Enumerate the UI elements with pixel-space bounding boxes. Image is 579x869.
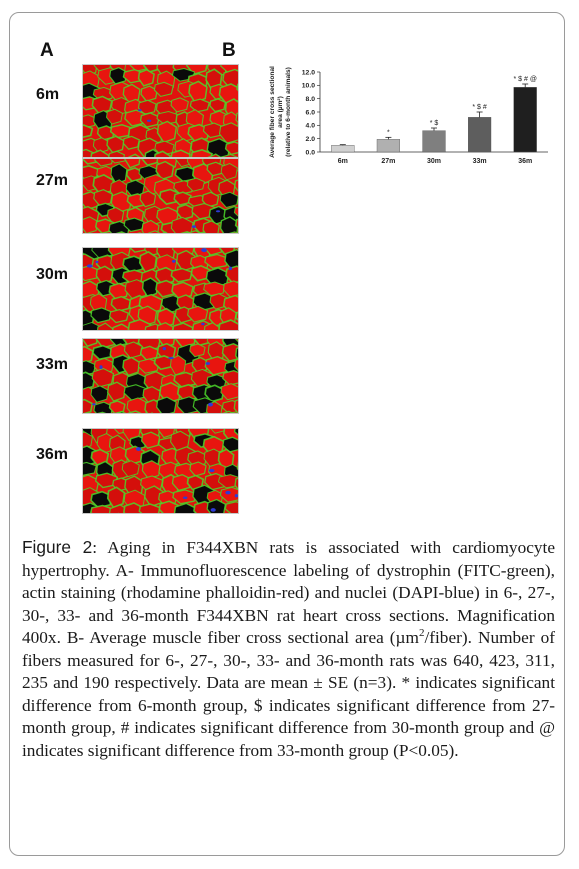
x-tick-label: 27m: [381, 158, 396, 165]
bar-36m: [514, 87, 537, 152]
bar-30m: [423, 131, 446, 152]
caption-superscript: 2: [418, 627, 425, 640]
micrograph-label-30m: 30m: [36, 266, 69, 283]
y-tick-label: 12.0: [301, 69, 315, 77]
y-tick-label: 2.0: [305, 135, 315, 143]
caption-label: Figure 2: [22, 537, 93, 557]
y-axis-label-line: area (µm²): [277, 96, 284, 128]
panel-a-label: A: [40, 40, 54, 61]
micrograph-36m: [82, 428, 239, 514]
micrograph-label-36m: 36m: [36, 446, 69, 463]
y-tick-label: 4.0: [305, 122, 315, 130]
y-tick-label: 0.0: [305, 149, 315, 157]
micrograph-30m: [82, 247, 239, 331]
micrograph-label-6m: 6m: [36, 86, 60, 103]
chart-canvas: [258, 60, 558, 170]
caption-text-2: /fiber). Number of fibers measured for 6-, 27-, 30-, 33- and 36-month rats was 640, 423, 311, 235 and 190 respectively. Data are mean ± SE (n=3). * indicates significant difference from 6-month group, $ indicates significant difference from 27-month group, # indicates significant difference from 30-month group and @ indicates significant difference from 33-month group (P<0.05).: [22, 628, 555, 760]
y-tick-label: 8.0: [305, 95, 315, 103]
micrograph-label-33m: 33m: [36, 356, 69, 373]
bar-27m: [377, 139, 400, 152]
significance-annotation: * $ # @: [513, 76, 537, 83]
micrograph-27m: [82, 158, 239, 234]
y-tick-label: 10.0: [301, 82, 315, 90]
significance-annotation: *: [387, 129, 390, 137]
x-tick-label: 30m: [426, 158, 442, 165]
fiber-area-bar-chart: [258, 60, 558, 170]
caption-text-1: : Aging in F344XBN rats is associated with cardiomyocyte hypertrophy. A- Immunofluorescence labeling of dystrophin (FITC-green), actin staining (rhodamine phalloidin-red) and nuclei (DAPI-blue) in 6-, 27-, 30-, 33- and 36-month F344XBN rat heart cross sections. Magnification 400x. B- Average muscle fiber cross sectional area (µm: [22, 538, 555, 647]
bar-33m: [468, 117, 491, 152]
micrograph-6m: [82, 64, 239, 158]
x-tick-label: 36m: [518, 158, 533, 165]
y-axis-label-line: Average fiber cross sectional: [269, 66, 276, 158]
panel-b-label: B: [222, 40, 236, 61]
bar-6m: [331, 145, 354, 152]
figure-caption: [22, 536, 555, 762]
micrograph-33m: [82, 338, 239, 414]
significance-annotation: * $ #: [472, 104, 487, 111]
significance-annotation: * $: [429, 120, 439, 127]
x-tick-label: 33m: [472, 158, 487, 165]
x-tick-label: 6m: [337, 158, 348, 165]
micrograph-label-27m: 27m: [36, 172, 69, 189]
y-tick-label: 6.0: [305, 109, 315, 117]
y-axis-label-line: (relative to 6-month animals): [285, 67, 292, 157]
